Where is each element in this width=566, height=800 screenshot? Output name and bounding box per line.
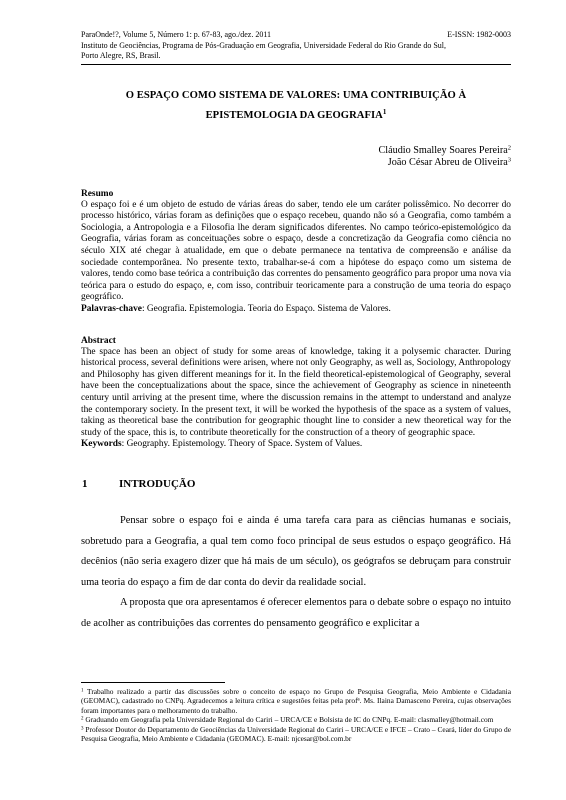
footnotes — [81, 687, 511, 743]
journal-issn: E-ISSN: 1982-0003 — [447, 30, 511, 39]
header-divider — [81, 64, 511, 65]
keywords-list: : Geografia. Epistemologia. Teoria do Espaço. Sistema de Valores. — [141, 304, 391, 315]
author-footnote-mark[interactable]: 3 — [507, 156, 511, 164]
article-page — [81, 30, 511, 635]
keywords-label: Palavras-chave — [81, 304, 142, 315]
footnote-text: Professor Doutor do Departamento de Geociências da Universidade Regional do Cariri – URCA/CE e IFCE – Crato – Ceará, líder do Grupo de Pesquisa Geografia, Meio Ambiente e Cidadania (GEOMAC). E-mail: njcesar@bol.com.br — [81, 724, 511, 744]
author — [81, 145, 511, 158]
footnote — [81, 715, 511, 724]
footnote-text: Graduando em Geografia pela Universidade Regional do Cariri – URCA/CE e Bolsista de IC do CNPq. E-mail: clasmalley@hotmail.com — [83, 715, 494, 725]
institution-line: Instituto de Geociências, Programa de Pós-Graduação em Geografia, Universidade Federal do Rio Grande do Sul, — [81, 40, 446, 50]
section-heading — [81, 477, 511, 491]
section-number: 1 — [82, 477, 88, 490]
author-footnote-mark[interactable]: 2 — [507, 144, 511, 151]
abstract-text: The space has been an object of study for some areas of knowledge, taking it a polysemic character. During historical process, several definitions were arisen, where not only Geography, as well as, Sociology, Anthropology and Philosophy has given different meanings for it. In the field theoretical-epistemological of Geography, several have been the conceptualizations about the space, since the achievement of Geography as science in nineteenth century until arriving at the present time, where the discussion remains in the attempt to understand and analyze the contemporary society. In the present text, it will be worked the hypothesis of the space as a system of values, taking as theoretical base the contribution for geographic thought line to consider a new theoretical way for the study of the space, this is, to contribute theoretically for the construction of a theory of geographic space. — [81, 346, 511, 438]
keywords-list: : Geography. Epistemology. Theory of Space. System of Values. — [121, 439, 363, 450]
resumo-block — [81, 188, 511, 316]
running-header — [81, 30, 511, 65]
body-paragraph: A proposta que ora apresentamos é oferecer elementos para o debate sobre o espaço no intuito de acolher as contribuições das correntes do pensamento geográfico e explicitar a — [81, 597, 511, 629]
title-line-2: EPISTEMOLOGIA DA GEOGRAFIA — [205, 109, 383, 121]
institution-location: Porto Alegre, RS, Brasil. — [81, 51, 161, 60]
resumo-text: O espaço foi e é um objeto de estudo de várias áreas do saber, tendo ele um caráter polissêmico. No decorrer do processo histórico, várias foram as definições que o espaço recebeu, quando não só a Geografia, como também a Sociologia, a Antropologia e a Filosofia lhe deram significados diferentes. No campo teórico-epistemológico da Geografia, várias foram as conceituações sobre o espaço, desde a concretização da Geografia como ciência no século XIX até chegar à atualidade, em que o debate permanece na tentativa de compreensão e análise da sociedade contemporânea. No presente texto, trabalhar-se-á com a hipótese do espaço como um sistema de valores, tendo como base teórica a contribuição das correntes do pensamento geográfico para propor uma nova via teórica para o estudo do espaço, e, com isso, contribuir teoricamente para a construção de uma teoria do espaço geográfico. — [81, 199, 511, 303]
footnote-mark: 3 — [81, 726, 84, 732]
footnote — [81, 725, 511, 744]
author-name: Cláudio Smalley Soares Pereira — [378, 144, 508, 156]
body-paragraph: Pensar sobre o espaço foi e ainda é uma tarefa cara para as ciências humanas e sociais, sobretudo para a Geografia, a qual tem como foco principal de seus estudos o espaço geográfico. Há decênios (não seria exagero dizer que há mais de um século), os geógrafos se debruçam para construir uma teoria do espaço a fim de dar conta do devir da realidade social. — [81, 514, 511, 588]
resumo-heading: Resumo — [81, 188, 114, 199]
abstract-keywords — [81, 439, 511, 451]
journal-citation: ParaOnde!?, Volume 5, Número 1: p. 67-83, ago./dez. 2011 — [81, 30, 272, 39]
keywords-label: Keywords — [81, 439, 122, 450]
title-line-1: O ESPAÇO COMO SISTEMA DE VALORES: UMA CONTRIBUIÇÃO À — [125, 89, 467, 101]
footnote-divider — [81, 682, 225, 683]
section-title: INTRODUÇÃO — [119, 477, 196, 490]
author-name: João César Abreu de Oliveira — [387, 157, 508, 169]
title-footnote-mark[interactable]: 1 — [382, 107, 387, 116]
resumo-keywords — [81, 304, 511, 316]
footnote-text: Trabalho realizado a partir das discussões sobre o conceito de espaço no Grupo de Pesquisa Geografia, Meio Ambiente e Cidadania (GEOMAC), cadastrado no CNPq. Agradecemos a leitura crítica e sugestões feitas pela profª. Ms. Ilaina Damasceno Pereira, cujas observações foram importantes para o melhoramento do trabalho. — [81, 687, 511, 715]
abstract-heading: Abstract — [81, 335, 116, 346]
author-list — [81, 145, 511, 170]
footnote — [81, 687, 511, 715]
article-title — [81, 86, 511, 126]
footnote-mark: 1 — [81, 688, 84, 694]
abstract-block — [81, 335, 511, 451]
author — [81, 157, 511, 170]
footnote-mark: 2 — [81, 716, 84, 722]
